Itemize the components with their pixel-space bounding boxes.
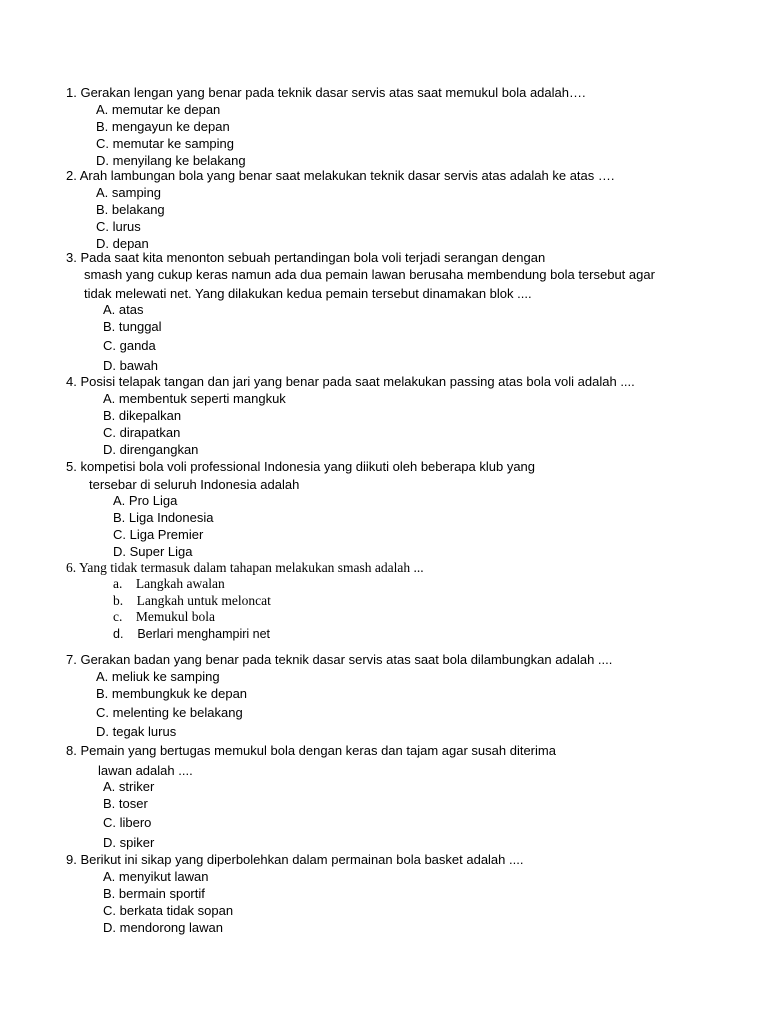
- question-6-option-d: d. Berlari menghampiri net: [113, 627, 271, 641]
- question-4-option-d: D. direngangkan: [103, 442, 199, 457]
- question-3-text-line-1: 3. Pada saat kita menonton sebuah pertandingan bola voli terjadi serangan dengan: [66, 250, 546, 265]
- question-8-option-b: B. toser: [103, 796, 148, 811]
- question-3-option-a: A. atas: [103, 302, 144, 317]
- question-1-option-d: D. menyilang ke belakang: [96, 153, 246, 168]
- question-6-option-a: a. Langkah awalan: [113, 576, 225, 591]
- question-2-option-a: A. samping: [96, 185, 162, 200]
- question-4-option-a: A. membentuk seperti mangkuk: [103, 391, 286, 406]
- question-6-text: 6. Yang tidak termasuk dalam tahapan melakukan smash adalah ...: [66, 560, 424, 575]
- question-9-text: 9. Berikut ini sikap yang diperbolehkan dalam permainan bola basket adalah ....: [66, 852, 524, 867]
- question-5-option-a: A. Pro Liga: [113, 493, 178, 508]
- question-5-option-d: D. Super Liga: [113, 544, 193, 559]
- question-7-option-c: C. melenting ke belakang: [96, 705, 243, 720]
- question-3-text-line-2: smash yang cukup keras namun ada dua pemain lawan berusaha membendung bola tersebut agar: [84, 267, 655, 282]
- question-9-option-c: C. berkata tidak sopan: [103, 903, 234, 918]
- question-4-option-c: C. dirapatkan: [103, 425, 181, 440]
- question-5-option-b: B. Liga Indonesia: [113, 510, 214, 525]
- question-2-option-c: C. lurus: [96, 219, 141, 234]
- question-5-text-line-1: 5. kompetisi bola voli professional Indonesia yang diikuti oleh beberapa klub yang: [66, 459, 536, 474]
- question-1-text: 1. Gerakan lengan yang benar pada teknik dasar servis atas saat memukul bola adalah….: [66, 85, 586, 100]
- question-2-option-b: B. belakang: [96, 202, 165, 217]
- question-2-text: 2. Arah lambungan bola yang benar saat melakukan teknik dasar servis atas adalah ke atas ….: [66, 168, 615, 183]
- question-8-text-line-1: 8. Pemain yang bertugas memukul bola dengan keras dan tajam agar susah diterima: [66, 743, 556, 758]
- question-6-option-b: b. Langkah untuk meloncat: [113, 593, 271, 608]
- question-9-option-a: A. menyikut lawan: [103, 869, 209, 884]
- question-1-option-b: B. mengayun ke depan: [96, 119, 230, 134]
- question-7-option-b: B. membungkuk ke depan: [96, 686, 248, 701]
- question-9-option-b: B. bermain sportif: [103, 886, 205, 901]
- question-1-option-c: C. memutar ke samping: [96, 136, 234, 151]
- question-6-option-c: c. Memukul bola: [113, 609, 215, 624]
- question-2-option-d: D. depan: [96, 236, 149, 251]
- question-8-option-c: C. libero: [103, 815, 152, 830]
- question-4-text: 4. Posisi telapak tangan dan jari yang benar pada saat melakukan passing atas bola voli adalah ....: [66, 374, 635, 389]
- question-9-option-d: D. mendorong lawan: [103, 920, 223, 935]
- question-1-option-a: A. memutar ke depan: [96, 102, 221, 117]
- question-4-option-b: B. dikepalkan: [103, 408, 182, 423]
- question-5-text-line-2: tersebar di seluruh Indonesia adalah: [89, 477, 300, 492]
- question-7-option-d: D. tegak lurus: [96, 724, 177, 739]
- question-3-option-b: B. tunggal: [103, 319, 162, 334]
- question-8-option-d: D. spiker: [103, 835, 155, 850]
- question-3-text-line-3: tidak melewati net. Yang dilakukan kedua pemain tersebut dinamakan blok ....: [84, 286, 532, 301]
- question-8-text-line-2: lawan adalah ....: [98, 763, 193, 778]
- question-7-option-a: A. meliuk ke samping: [96, 669, 220, 684]
- question-3-option-c: C. ganda: [103, 338, 156, 353]
- question-3-option-d: D. bawah: [103, 358, 158, 373]
- question-5-option-c: C. Liga Premier: [113, 527, 204, 542]
- question-8-option-a: A. striker: [103, 779, 155, 794]
- question-7-text: 7. Gerakan badan yang benar pada teknik dasar servis atas saat bola dilambungkan adalah ....: [66, 652, 613, 667]
